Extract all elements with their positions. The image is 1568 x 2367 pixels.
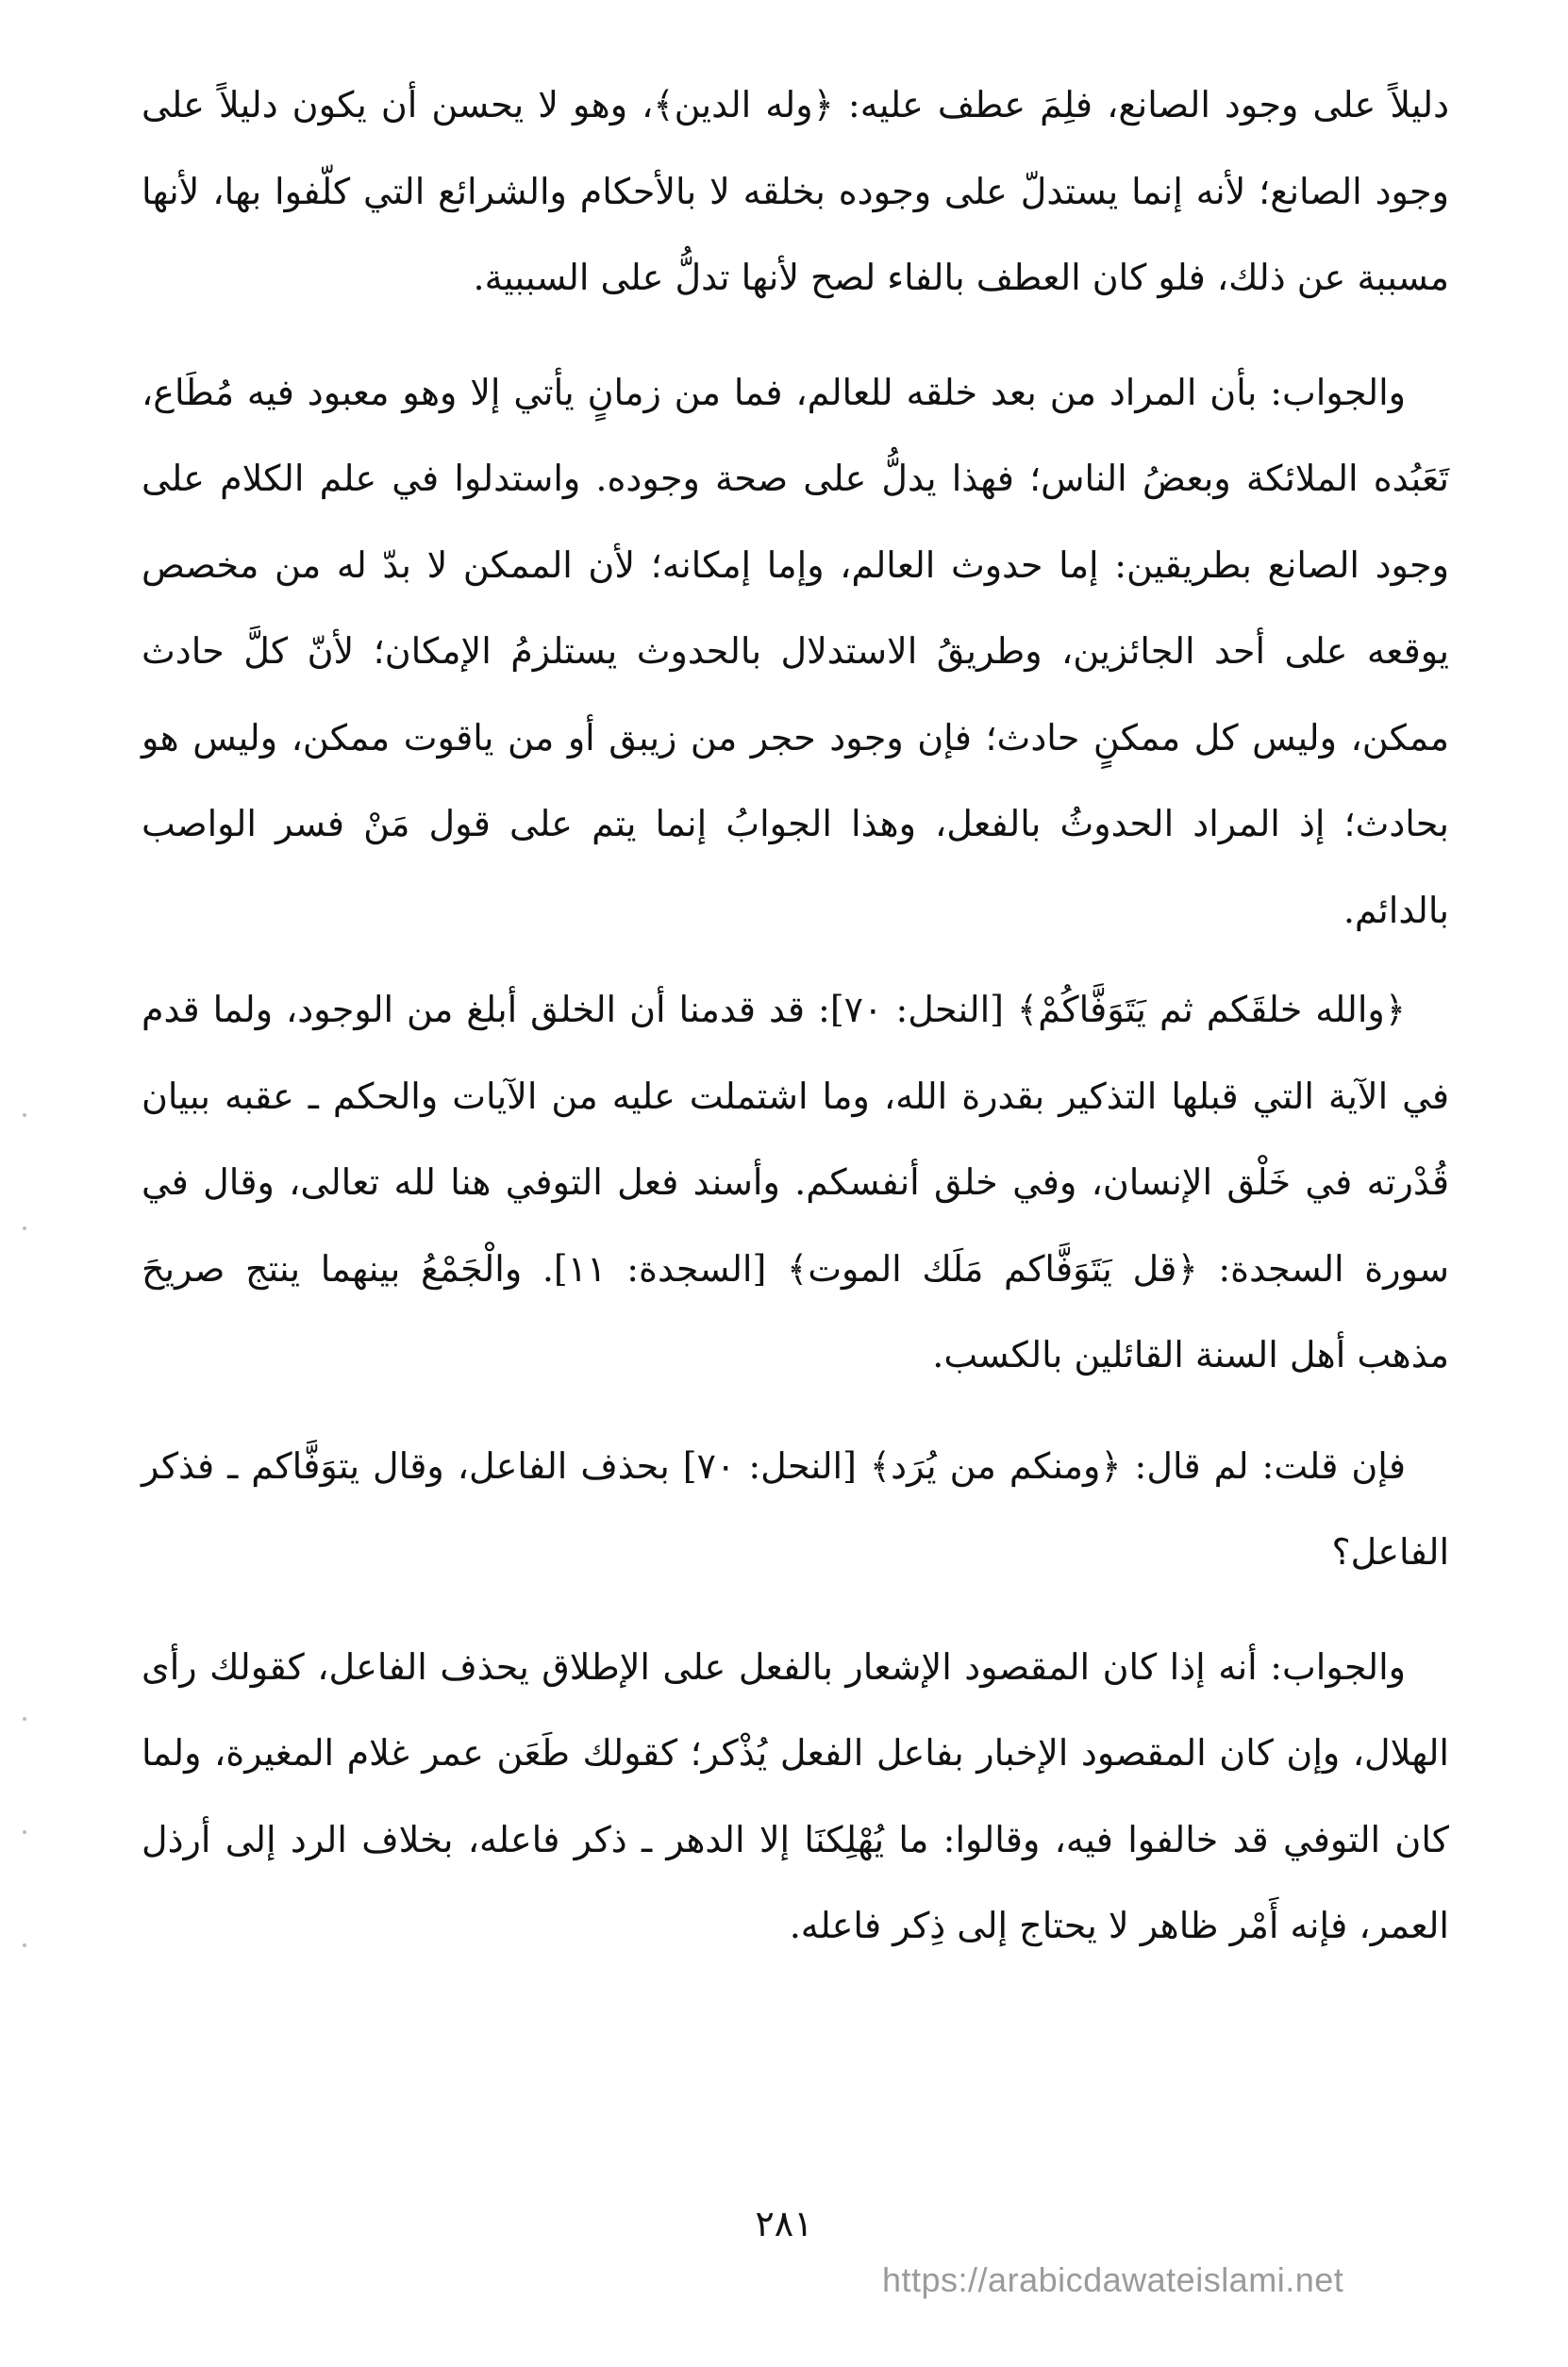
paragraph-answer-existence: والجواب: بأن المراد من بعد خلقه للعالم، فما من زمانٍ يأتي إلا وهو معبود فيه مُطَاع، تَعَبُده الملائكة وبعضُ الناس؛ فهذا يدلُّ على صحة وجوده. واستدلوا في علم الكلام على وجود الصانع بطريقين: إما حدوث العالم، وإما إمكانه؛ لأن الممكن لا بدّ له من مخصص يوقعه على أحد الجائزين، وطريقُ الاستدلال بالحدوث يستلزمُ الإمكان؛ لأنّ كلَّ حادث ممكن، وليس كل ممكنٍ حادث؛ فإن وجود حجر من زيبق أو من ياقوت ممكن، وليس هو بحادث؛ إذ المراد الحدوثُ بالفعل، وهذا الجوابُ إنما يتم على قول مَنْ فسر الواصب بالدائم. [142, 371, 1449, 931]
paragraph-question: فإن قلت: لم قال: ﴿ومنكم من يُرَد﴾ [النحل: ٧٠] بحذف الفاعل، وقال يتوَفَّاكم ـ فذكر الفاعل؟ [142, 1444, 1449, 1573]
scan-speck [23, 1113, 26, 1117]
page-number: ٢٨١ [755, 2203, 813, 2244]
scan-speck [23, 1830, 26, 1834]
paragraph-continuation: دليلاً على وجود الصانع، فلِمَ عطف عليه: ﴿وله الدين﴾، وهو لا يحسن أن يكون دليلاً على وجود الصانع؛ لأنه إنما يستدلّ على وجوده بخلقه لا بالأحكام والشرائع التي كلّفوا بها، لأنها مسببة عن ذلك، فلو كان العطف بالفاء لصح لأنها تدلُّ على السببية. [142, 84, 1449, 298]
scan-speck [23, 1226, 26, 1230]
paragraph-answer-agent: والجواب: أنه إذا كان المقصود الإشعار بالفعل على الإطلاق يحذف الفاعل، كقولك رأى الهلال، وإن كان المقصود الإخبار بفاعل الفعل يُذْكر؛ كقولك طَعَن عمر غلام المغيرة، ولما كان التوفي قد خالفوا فيه، وقالوا: ما يُهْلِكنَا إلا الدهر ـ ذكر فاعله، بخلاف الرد إلى أرذل العمر، فإنه أَمْر ظاهر لا يحتاج إلى ذِكر فاعله. [142, 1645, 1449, 1946]
scan-speck [23, 1717, 26, 1721]
scan-speck [23, 1943, 26, 1947]
page-body [142, 62, 1449, 1970]
paragraph-verse-nahl-70: ﴿والله خلقَكم ثم يَتَوَفَّاكُمْ﴾ [النحل: ٧٠]: قد قدمنا أن الخلق أبلغ من الوجود، ولما قدم في الآية التي قبلها التذكير بقدرة الله، وما اشتملت عليه من الآيات والحكم ـ عقبه ببيان قُدْرته في خَلْق الإنسان، وفي خلق أنفسكم. وأسند فعل التوفي هنا لله تعالى، وقال في سورة السجدة: ﴿قل يَتَوَفَّاكم مَلَك الموت﴾ [السجدة: ١١]. والْجَمْعُ بينهما ينتج صريحَ مذهب أهل السنة القائلين بالكسب. [142, 989, 1450, 1375]
watermark-url: https://arabicdawateislami.net [882, 2260, 1344, 2299]
